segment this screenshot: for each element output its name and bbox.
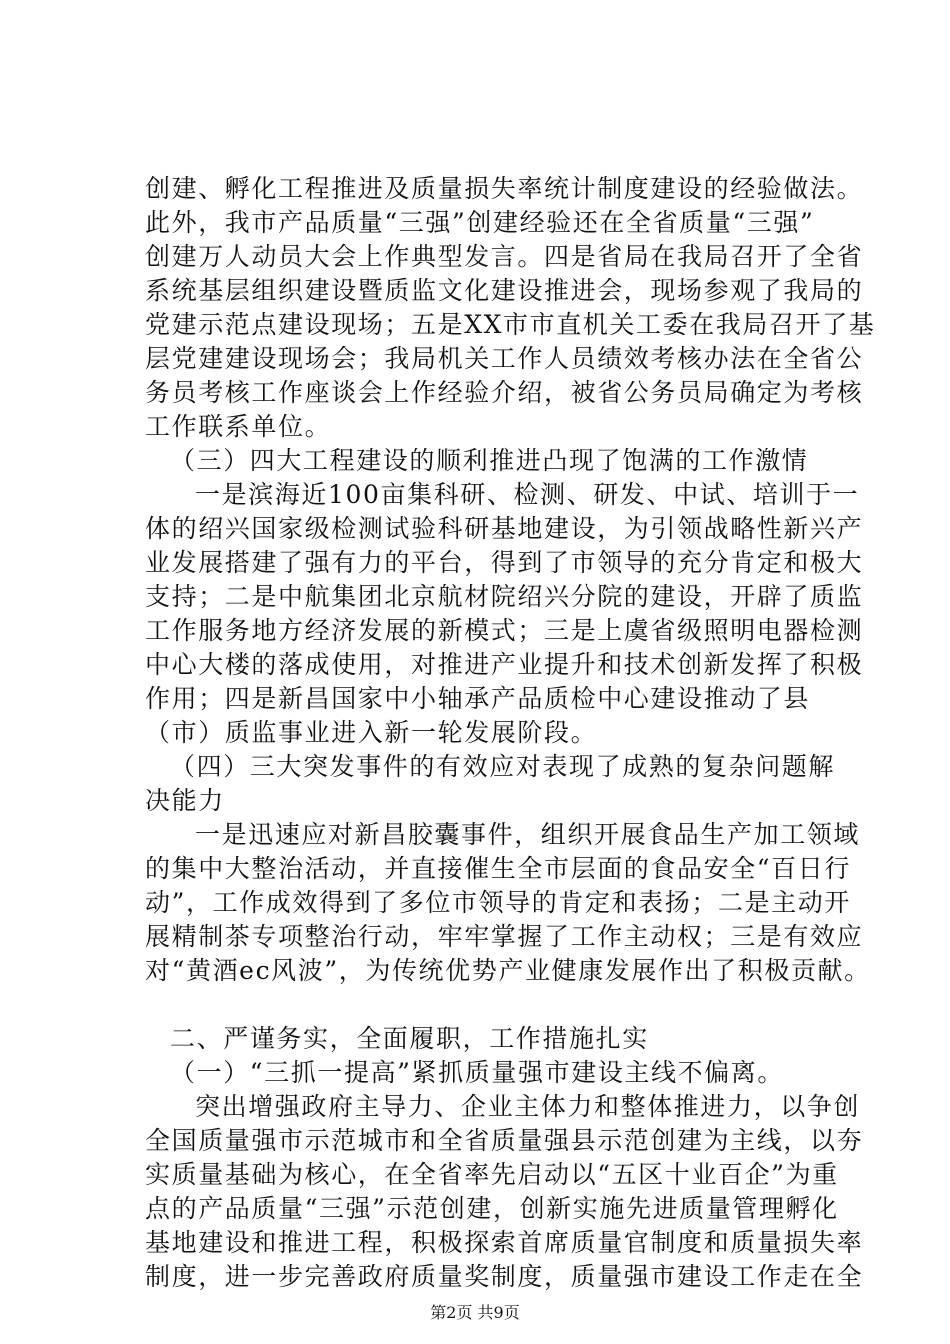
text-line: 制度，进一步完善政府质量奖制度，质量强市建设工作走在全 — [145, 1262, 864, 1291]
page-number-footer: 第2页 共9页 — [430, 1303, 520, 1322]
section-heading-cont: 决能力 — [145, 786, 225, 815]
text-line: 此外，我市产品质量“三强”创建经验还在全省质量“三强” — [145, 208, 815, 237]
text-line: 一是滨海近100亩集科研、检测、研发、中试、培训于一 — [195, 480, 860, 509]
text-line: 党建示范点建设现场；五是XX市市直机关工委在我局召开了基 — [145, 310, 876, 339]
section-heading: （一）“三抓一提高”紧抓质量强市建设主线不偏离。 — [170, 1058, 784, 1087]
text-line: 中心大楼的落成使用，对推进产业提升和技术创新发挥了积极 — [145, 650, 864, 679]
section-heading: （四）三大突发事件的有效应对表现了成熟的复杂问题解 — [170, 752, 836, 781]
text-line: 点的产品质量“三强”示范创建，创新实施先进质量管理孵化 — [145, 1194, 839, 1223]
text-line: 支持；二是中航集团北京航材院绍兴分院的建设，开辟了质监 — [145, 582, 864, 611]
text-line: 务员考核工作座谈会上作经验介绍，被省公务员局确定为考核 — [145, 378, 864, 407]
chapter-heading: 二、严谨务实，全面履职，工作措施扎实 — [170, 1024, 649, 1053]
text-line: 全国质量强市示范城市和全省质量强县示范创建为主线，以夯 — [145, 1126, 864, 1155]
text-line: 一是迅速应对新昌胶囊事件，组织开展食品生产加工领域 — [195, 820, 861, 849]
text-line: 实质量基础为核心，在全省率先启动以“五区十业百企”为重 — [145, 1160, 839, 1189]
text-line: 层党建建设现场会；我局机关工作人员绩效考核办法在全省公 — [145, 344, 864, 373]
text-line: 创建、孵化工程推进及质量损失率统计制度建设的经验做法。 — [145, 174, 864, 203]
text-line: 基地建设和推进工程，积极探索首席质量官制度和质量损失率 — [145, 1228, 864, 1257]
text-line: 的集中大整治活动，并直接催生全市层面的食品安全“百日行 — [145, 854, 851, 883]
text-line: （市）质监事业进入新一轮发展阶段。 — [145, 718, 598, 747]
text-line: 体的绍兴国家级检测试验科研基地建设，为引领战略性新兴产 — [145, 514, 864, 543]
text-line: 动”，工作成效得到了多位市领导的肯定和表扬；二是主动开 — [145, 888, 851, 917]
text-line: 展精制茶专项整治行动，牢牢掌握了工作主动权；三是有效应 — [145, 922, 864, 951]
text-line: 突出增强政府主导力、企业主体力和整体推进力，以争创 — [195, 1092, 861, 1121]
text-line: 业发展搭建了强有力的平台，得到了市领导的充分肯定和极大 — [145, 548, 864, 577]
text-line: 系统基层组织建设暨质监文化建设推进会，现场参观了我局的 — [145, 276, 864, 305]
text-line: 对“黄酒ec风波”，为传统优势产业健康发展作出了积极贡献。 — [145, 956, 871, 985]
text-line: 工作联系单位。 — [145, 412, 332, 441]
text-line: 作用；四是新昌国家中小轴承产品质检中心建设推动了县 — [145, 684, 811, 713]
text-line: 工作服务地方经济发展的新模式；三是上虞省级照明电器检测 — [145, 616, 864, 645]
section-heading: （三）四大工程建设的顺利推进凸现了饱满的工作激情 — [170, 446, 809, 475]
text-line: 创建万人动员大会上作典型发言。四是省局在我局召开了全省 — [145, 242, 864, 271]
